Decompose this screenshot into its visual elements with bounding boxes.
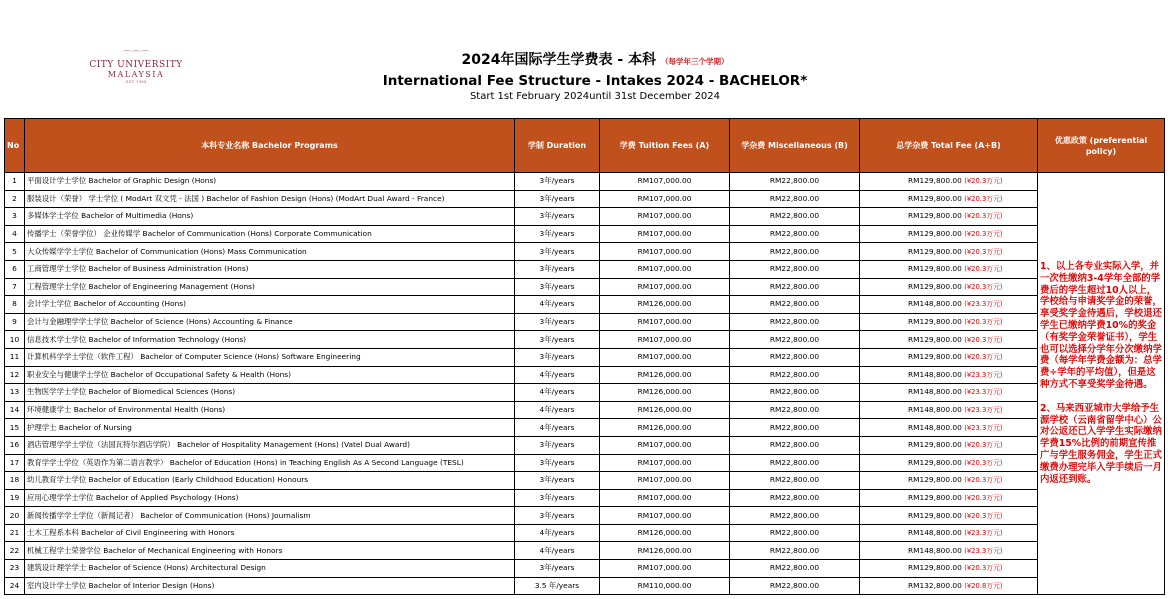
row-no: 15 <box>5 419 25 437</box>
row-total-rmb: (¥20.3万元) <box>964 493 1003 502</box>
row-total <box>860 454 1038 472</box>
row-duration: 4年/years <box>515 542 600 560</box>
row-no: 14 <box>5 401 25 419</box>
row-total-rm: RM129,800.00 <box>908 475 962 485</box>
row-total <box>860 384 1038 402</box>
row-duration: 3.5 年/years <box>515 577 600 595</box>
row-duration: 3年/years <box>515 313 600 331</box>
row-program: 室内设计学士学位 Bachelor of Interior Design (Hons) <box>25 577 515 595</box>
row-total <box>860 524 1038 542</box>
row-total-rm: RM129,800.00 <box>908 440 962 450</box>
table-row <box>5 524 1165 542</box>
row-misc: RM22,800.00 <box>730 260 860 278</box>
row-no: 1 <box>5 173 25 191</box>
row-tuition: RM126,000.00 <box>600 384 730 402</box>
row-total-rm: RM129,800.00 <box>908 457 962 467</box>
row-total <box>860 208 1038 226</box>
row-no: 3 <box>5 208 25 226</box>
row-misc: RM22,800.00 <box>730 419 860 437</box>
row-no: 21 <box>5 524 25 542</box>
logo-line1: CITY UNIVERSITY <box>89 60 183 70</box>
row-no: 20 <box>5 507 25 525</box>
row-tuition: RM126,000.00 <box>600 401 730 419</box>
row-total-rmb: (¥20.3万元) <box>964 476 1003 485</box>
row-total-rm: RM129,800.00 <box>908 264 962 274</box>
row-no: 22 <box>5 542 25 560</box>
table-row <box>5 296 1165 314</box>
header-no: No <box>5 119 25 173</box>
table-row <box>5 577 1165 595</box>
row-misc: RM22,800.00 <box>730 489 860 507</box>
row-program: 生物医学学士学位 Bachelor of Biomedical Sciences (Hons) <box>25 384 515 402</box>
logo-line3: EST. 1984 <box>125 79 147 84</box>
row-total-rmb: (¥23.3万元) <box>964 406 1003 415</box>
row-program: 传播学士（荣誉学位） 企业传媒学 Bachelor of Communication (Hons) Corporate Communication <box>25 225 515 243</box>
row-total-rm: RM148,800.00 <box>908 299 962 309</box>
row-misc: RM22,800.00 <box>730 401 860 419</box>
row-duration: 3年/years <box>515 173 600 191</box>
row-total <box>860 225 1038 243</box>
row-tuition: RM126,000.00 <box>600 524 730 542</box>
row-duration: 4年/years <box>515 296 600 314</box>
row-no: 12 <box>5 366 25 384</box>
row-tuition: RM107,000.00 <box>600 472 730 490</box>
row-total <box>860 436 1038 454</box>
row-tuition: RM126,000.00 <box>600 419 730 437</box>
row-misc: RM22,800.00 <box>730 577 860 595</box>
row-total-rm: RM148,800.00 <box>908 369 962 379</box>
row-total-rm: RM148,800.00 <box>908 528 962 538</box>
row-total <box>860 243 1038 261</box>
row-tuition: RM107,000.00 <box>600 436 730 454</box>
row-total-rmb: (¥23.3万元) <box>964 529 1003 538</box>
row-misc: RM22,800.00 <box>730 190 860 208</box>
row-total-rmb: (¥20.3万元) <box>964 230 1003 239</box>
row-total-rm: RM129,800.00 <box>908 246 962 256</box>
row-total-rm: RM129,800.00 <box>908 176 962 186</box>
row-no: 10 <box>5 331 25 349</box>
row-total-rmb: (¥20.3万元) <box>964 458 1003 467</box>
row-total-rmb: (¥20.3万元) <box>964 265 1003 274</box>
header-misc: 学杂费 Miscellaneous (B) <box>730 119 860 173</box>
row-total <box>860 331 1038 349</box>
header-tuition: 学费 Tuition Fees (A) <box>600 119 730 173</box>
row-no: 17 <box>5 454 25 472</box>
table-row <box>5 489 1165 507</box>
row-total-rm: RM129,800.00 <box>908 281 962 291</box>
table-row <box>5 173 1165 191</box>
row-duration: 3年/years <box>515 507 600 525</box>
row-program: 酒店管理学学士学位（法国瓦特尔酒店学院） Bachelor of Hospitality Management (Hons) (Vatel Dual Award) <box>25 436 515 454</box>
row-misc: RM22,800.00 <box>730 331 860 349</box>
row-total <box>860 401 1038 419</box>
row-tuition: RM107,000.00 <box>600 560 730 578</box>
document-header <box>300 50 890 104</box>
row-tuition: RM107,000.00 <box>600 454 730 472</box>
row-total-rm: RM129,800.00 <box>908 510 962 520</box>
row-program: 大众传媒学学士学位 Bachelor of Communication (Hons) Mass Communication <box>25 243 515 261</box>
row-total <box>860 313 1038 331</box>
row-tuition: RM107,000.00 <box>600 278 730 296</box>
row-total-rmb: (¥20.3万元) <box>964 318 1003 327</box>
row-total-rmb: (¥20.3万元) <box>964 194 1003 203</box>
row-program: 幼儿教育学士学位 Bachelor of Education (Early Childhood Education) Honours <box>25 472 515 490</box>
header-duration: 学制 Duration <box>515 119 600 173</box>
row-misc: RM22,800.00 <box>730 173 860 191</box>
table-row <box>5 454 1165 472</box>
row-program: 应用心理学学士学位 Bachelor of Applied Psychology (Hons) <box>25 489 515 507</box>
row-total-rmb: (¥20.3万元) <box>964 511 1003 520</box>
row-program: 建筑设计理学学士 Bachelor of Science (Hons) Architectural Design <box>25 560 515 578</box>
header-policy: 优惠政策 (preferential policy) <box>1038 119 1165 173</box>
row-tuition: RM107,000.00 <box>600 208 730 226</box>
row-program: 平面设计学士学位 Bachelor of Graphic Design (Hons) <box>25 173 515 191</box>
table-header-row <box>5 119 1165 173</box>
row-total <box>860 260 1038 278</box>
row-misc: RM22,800.00 <box>730 296 860 314</box>
table-row <box>5 472 1165 490</box>
row-no: 5 <box>5 243 25 261</box>
university-logo <box>86 52 186 84</box>
row-duration: 3年/years <box>515 225 600 243</box>
row-program: 会计与金融理学学士学位 Bachelor of Science (Hons) Accounting & Finance <box>25 313 515 331</box>
row-tuition: RM110,000.00 <box>600 577 730 595</box>
row-total <box>860 296 1038 314</box>
row-total <box>860 190 1038 208</box>
row-tuition: RM126,000.00 <box>600 366 730 384</box>
row-duration: 3年/years <box>515 454 600 472</box>
header-program: 本科专业名称 Bachelor Programs <box>25 119 515 173</box>
row-misc: RM22,800.00 <box>730 208 860 226</box>
table-row <box>5 190 1165 208</box>
row-total <box>860 173 1038 191</box>
table-row <box>5 401 1165 419</box>
row-duration: 4年/years <box>515 366 600 384</box>
row-total-rmb: (¥20.3万元) <box>964 564 1003 573</box>
row-program: 机械工程学士荣誉学位 Bachelor of Mechanical Engineering with Honors <box>25 542 515 560</box>
table-row <box>5 384 1165 402</box>
row-total-rm: RM129,800.00 <box>908 193 962 203</box>
row-tuition: RM107,000.00 <box>600 225 730 243</box>
row-program: 新闻传播学学士学位（新闻记者） Bachelor of Communication (Hons) Journalism <box>25 507 515 525</box>
row-total-rmb: (¥20.3万元) <box>964 212 1003 221</box>
table-row <box>5 331 1165 349</box>
row-total <box>860 366 1038 384</box>
row-duration: 3年/years <box>515 331 600 349</box>
table-row <box>5 507 1165 525</box>
row-total-rm: RM129,800.00 <box>908 563 962 573</box>
row-duration: 3年/years <box>515 560 600 578</box>
title-zh-line <box>300 50 890 72</box>
policy-cell <box>1038 173 1165 595</box>
row-duration: 3年/years <box>515 260 600 278</box>
table-row <box>5 260 1165 278</box>
title-en: International Fee Structure - Intakes 2024 - BACHELOR* <box>382 73 808 89</box>
row-total-rmb: (¥20.3万元) <box>964 353 1003 362</box>
row-program: 工程管理学士学位 Bachelor of Engineering Management (Hons) <box>25 278 515 296</box>
row-no: 18 <box>5 472 25 490</box>
row-misc: RM22,800.00 <box>730 366 860 384</box>
row-misc: RM22,800.00 <box>730 384 860 402</box>
row-tuition: RM107,000.00 <box>600 331 730 349</box>
row-total-rmb: (¥23.3万元) <box>964 423 1003 432</box>
row-tuition: RM107,000.00 <box>600 489 730 507</box>
row-total <box>860 577 1038 595</box>
row-no: 2 <box>5 190 25 208</box>
row-misc: RM22,800.00 <box>730 278 860 296</box>
row-total-rm: RM132,800.00 <box>908 580 962 590</box>
row-total-rm: RM129,800.00 <box>908 229 962 239</box>
row-tuition: RM126,000.00 <box>600 542 730 560</box>
row-total-rmb: (¥20.8万元) <box>964 581 1003 590</box>
row-program: 教育学学士学位（英语作为第二语言教学） Bachelor of Education (Hons) in Teaching English As A Second Language (TESL) <box>25 454 515 472</box>
row-tuition: RM107,000.00 <box>600 260 730 278</box>
crest-icon: ⌒⌒⌒ <box>122 51 150 61</box>
row-program: 服装设计（荣誉） 学士学位 ( ModArt 双文凭 - 法国 ) Bachelor of Fashion Design (Hons) (ModArt Dual Award - France) <box>25 190 515 208</box>
row-program: 职业安全与健康学士学位 Bachelor of Occupational Safety & Health (Hons) <box>25 366 515 384</box>
row-total-rmb: (¥20.3万元) <box>964 282 1003 291</box>
table-row <box>5 313 1165 331</box>
row-duration: 3年/years <box>515 243 600 261</box>
header-total: 总学杂费 Total Fee (A+B) <box>860 119 1038 173</box>
row-program: 护理学士 Bachelor of Nursing <box>25 419 515 437</box>
row-total-rmb: (¥20.3万元) <box>964 441 1003 450</box>
row-program: 环境健康学士 Bachelor of Environmental Health (Hons) <box>25 401 515 419</box>
row-misc: RM22,800.00 <box>730 454 860 472</box>
row-misc: RM22,800.00 <box>730 472 860 490</box>
row-total-rm: RM129,800.00 <box>908 334 962 344</box>
row-total-rm: RM148,800.00 <box>908 545 962 555</box>
row-no: 7 <box>5 278 25 296</box>
row-misc: RM22,800.00 <box>730 348 860 366</box>
row-total-rmb: (¥23.3万元) <box>964 370 1003 379</box>
row-tuition: RM107,000.00 <box>600 190 730 208</box>
row-duration: 4年/years <box>515 524 600 542</box>
table-row <box>5 560 1165 578</box>
row-no: 16 <box>5 436 25 454</box>
row-total-rm: RM129,800.00 <box>908 317 962 327</box>
row-no: 24 <box>5 577 25 595</box>
title-dates: Start 1st February 2024until 31st December 2024 <box>469 91 721 102</box>
row-duration: 3年/years <box>515 278 600 296</box>
fee-table <box>4 118 1165 595</box>
logo-line2: MALAYSIA <box>107 70 165 79</box>
row-duration: 3年/years <box>515 348 600 366</box>
row-total <box>860 542 1038 560</box>
row-no: 8 <box>5 296 25 314</box>
row-total-rmb: (¥23.3万元) <box>964 546 1003 555</box>
row-tuition: RM107,000.00 <box>600 313 730 331</box>
row-misc: RM22,800.00 <box>730 524 860 542</box>
row-total-rm: RM129,800.00 <box>908 352 962 362</box>
row-tuition: RM126,000.00 <box>600 296 730 314</box>
row-program: 工商管理学士学位 Bachelor of Business Administration (Hons) <box>25 260 515 278</box>
table-row <box>5 278 1165 296</box>
row-duration: 3年/years <box>515 208 600 226</box>
row-duration: 3年/years <box>515 436 600 454</box>
row-duration: 4年/years <box>515 401 600 419</box>
table-row <box>5 348 1165 366</box>
row-misc: RM22,800.00 <box>730 507 860 525</box>
row-total-rm: RM148,800.00 <box>908 387 962 397</box>
row-misc: RM22,800.00 <box>730 243 860 261</box>
row-tuition: RM107,000.00 <box>600 243 730 261</box>
title-zh: 2024年国际学生学费表 - 本科 <box>461 52 657 68</box>
row-duration: 3年/years <box>515 190 600 208</box>
row-total <box>860 472 1038 490</box>
row-tuition: RM107,000.00 <box>600 507 730 525</box>
row-program: 信息技术学士学位 Bachelor of Information Technology (Hons) <box>25 331 515 349</box>
row-program: 会计学士学位 Bachelor of Accounting (Hons) <box>25 296 515 314</box>
row-duration: 4年/years <box>515 419 600 437</box>
row-total <box>860 419 1038 437</box>
row-total-rmb: (¥20.3万元) <box>964 177 1003 186</box>
table-row <box>5 436 1165 454</box>
row-no: 4 <box>5 225 25 243</box>
row-tuition: RM107,000.00 <box>600 173 730 191</box>
row-total-rmb: (¥23.3万元) <box>964 388 1003 397</box>
row-program: 土木工程系本科 Bachelor of Civil Engineering with Honors <box>25 524 515 542</box>
table-row <box>5 225 1165 243</box>
row-total-rm: RM148,800.00 <box>908 422 962 432</box>
row-total <box>860 278 1038 296</box>
row-duration: 3年/years <box>515 489 600 507</box>
table-row <box>5 419 1165 437</box>
row-total-rm: RM129,800.00 <box>908 211 962 221</box>
row-total <box>860 560 1038 578</box>
row-total-rmb: (¥20.3万元) <box>964 247 1003 256</box>
row-no: 11 <box>5 348 25 366</box>
row-duration: 4年/years <box>515 384 600 402</box>
row-tuition: RM107,000.00 <box>600 348 730 366</box>
table-row <box>5 208 1165 226</box>
row-no: 13 <box>5 384 25 402</box>
row-no: 23 <box>5 560 25 578</box>
row-misc: RM22,800.00 <box>730 313 860 331</box>
row-total-rm: RM148,800.00 <box>908 405 962 415</box>
table-row <box>5 243 1165 261</box>
row-no: 6 <box>5 260 25 278</box>
row-total <box>860 507 1038 525</box>
row-total <box>860 489 1038 507</box>
title-zh-note: （每学年三个学期） <box>660 57 729 66</box>
table-row <box>5 542 1165 560</box>
row-total-rm: RM129,800.00 <box>908 492 962 502</box>
row-no: 19 <box>5 489 25 507</box>
row-total <box>860 348 1038 366</box>
row-program: 计算机科学学士学位（软件工程） Bachelor of Computer Science (Hons) Software Engineering <box>25 348 515 366</box>
policy-item: 2、马来西亚城市大学给予生源学校（云南省留学中心）公对公返还已入学学生实际缴纳学费15%比例的前期宣传推广与学生服务佣金，学生正式缴费办理完毕入学手续后一月内返还到账。 <box>1040 402 1162 485</box>
table-row <box>5 366 1165 384</box>
policy-item: 1、以上各专业实际入学，并一次性缴纳3-4学年全部的学费后的学生超过10人以上，学校给与申请奖学金的荣誉，享受奖学金待遇后，学校退还学生已缴纳学费10%的奖金（有奖学金荣誉证书），学生也可以选择分学年分次缴纳学费（每学年学费金额为：总学费÷学年的平均值），但是这种方式不享受奖学金待遇。 <box>1040 261 1162 390</box>
row-duration: 3年/years <box>515 472 600 490</box>
row-total-rmb: (¥20.3万元) <box>964 335 1003 344</box>
row-misc: RM22,800.00 <box>730 225 860 243</box>
row-misc: RM22,800.00 <box>730 436 860 454</box>
row-no: 9 <box>5 313 25 331</box>
row-misc: RM22,800.00 <box>730 560 860 578</box>
row-total-rmb: (¥23.3万元) <box>964 300 1003 309</box>
row-program: 多媒体学士学位 Bachelor of Multimedia (Hons) <box>25 208 515 226</box>
row-misc: RM22,800.00 <box>730 542 860 560</box>
